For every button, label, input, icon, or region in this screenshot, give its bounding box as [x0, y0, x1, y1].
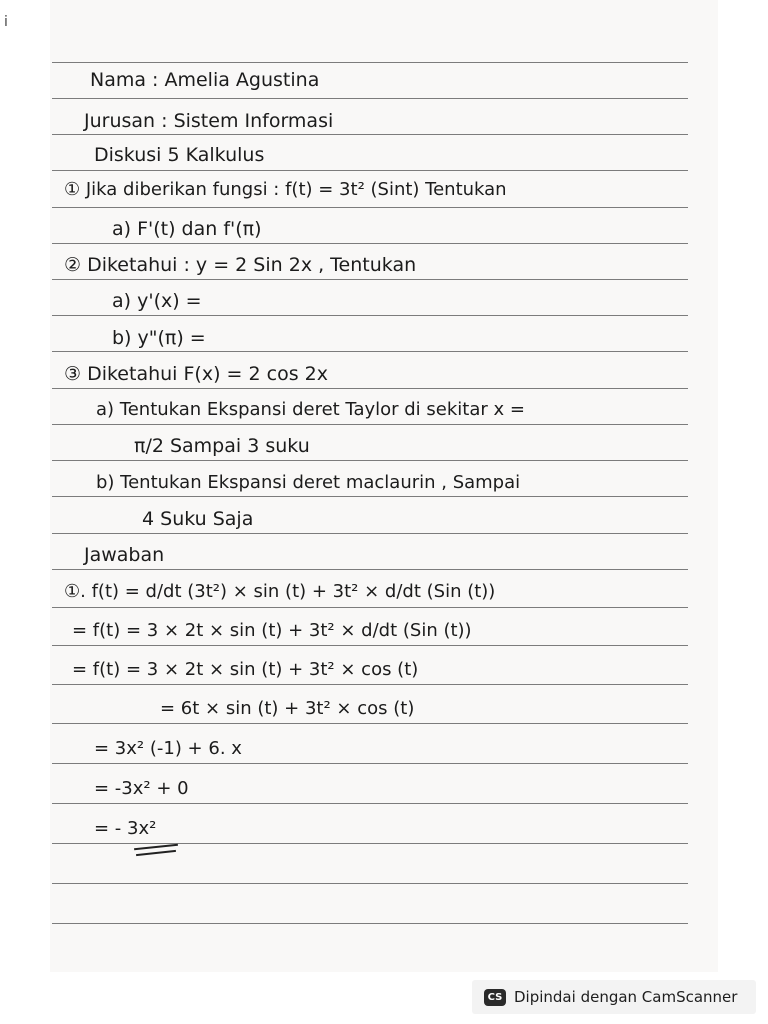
answer-step-4: = 6t × sin (t) + 3t² × cos (t) — [160, 698, 415, 719]
ruled-line — [52, 315, 688, 316]
final-answer: = - 3x² — [94, 818, 157, 839]
major-line: Jurusan : Sistem Informasi — [84, 110, 334, 132]
ruled-line — [52, 98, 688, 99]
answer-step-5: = 3x² (-1) + 6. x — [94, 738, 242, 759]
ruled-line — [52, 388, 688, 389]
ruled-line — [52, 684, 688, 685]
ruled-line — [52, 170, 688, 171]
question-2: ② Diketahui : y = 2 Sin 2x , Tentukan — [64, 254, 417, 276]
ruled-line — [52, 279, 688, 280]
question-3b-cont: 4 Suku Saja — [142, 508, 254, 530]
ruled-line — [52, 424, 688, 425]
watermark-text: Dipindai dengan CamScanner — [514, 988, 738, 1006]
ruled-line — [52, 763, 688, 764]
question-3a: a) Tentukan Ekspansi deret Taylor di sekitar x = — [96, 399, 525, 420]
question-2b: b) y"(π) = — [112, 327, 206, 349]
ruled-line — [52, 569, 688, 570]
question-2a: a) y'(x) = — [112, 290, 202, 312]
ruled-line — [52, 723, 688, 724]
ruled-line — [52, 923, 688, 924]
camscanner-watermark — [472, 980, 756, 1014]
course-title: Diskusi 5 Kalkulus — [94, 144, 265, 166]
ruled-line — [52, 243, 688, 244]
page-mark: i — [4, 14, 8, 30]
question-3b: b) Tentukan Ekspansi deret maclaurin , Sampai — [96, 472, 521, 493]
camscanner-logo-icon: CS — [484, 989, 506, 1006]
ruled-line — [52, 134, 688, 135]
name-line: Nama : Amelia Agustina — [90, 69, 320, 91]
ruled-line — [52, 460, 688, 461]
ruled-line — [52, 496, 688, 497]
answer-step-6: = -3x² + 0 — [94, 778, 189, 799]
ruled-line — [52, 803, 688, 804]
answer-step-3: = f(t) = 3 × 2t × sin (t) + 3t² × cos (t) — [72, 659, 419, 680]
question-1: ① Jika diberikan fungsi : f(t) = 3t² (Sint) Tentukan — [64, 179, 507, 200]
answer-heading: Jawaban — [84, 544, 165, 566]
answer-step-2: = f(t) = 3 × 2t × sin (t) + 3t² × d/dt (Sin (t)) — [72, 620, 472, 641]
ruled-line — [52, 62, 688, 63]
ruled-line — [52, 207, 688, 208]
ruled-line — [52, 607, 688, 608]
question-1a: a) F'(t) dan f'(π) — [112, 218, 262, 240]
ruled-line — [52, 351, 688, 352]
ruled-line — [52, 645, 688, 646]
ruled-line — [52, 533, 688, 534]
ruled-line — [52, 883, 688, 884]
question-3: ③ Diketahui F(x) = 2 cos 2x — [64, 363, 328, 385]
question-3a-cont: π/2 Sampai 3 suku — [134, 435, 310, 457]
answer-step-1: ①. f(t) = d/dt (3t²) × sin (t) + 3t² × d/dt (Sin (t)) — [64, 581, 496, 602]
ruled-line — [52, 843, 688, 844]
